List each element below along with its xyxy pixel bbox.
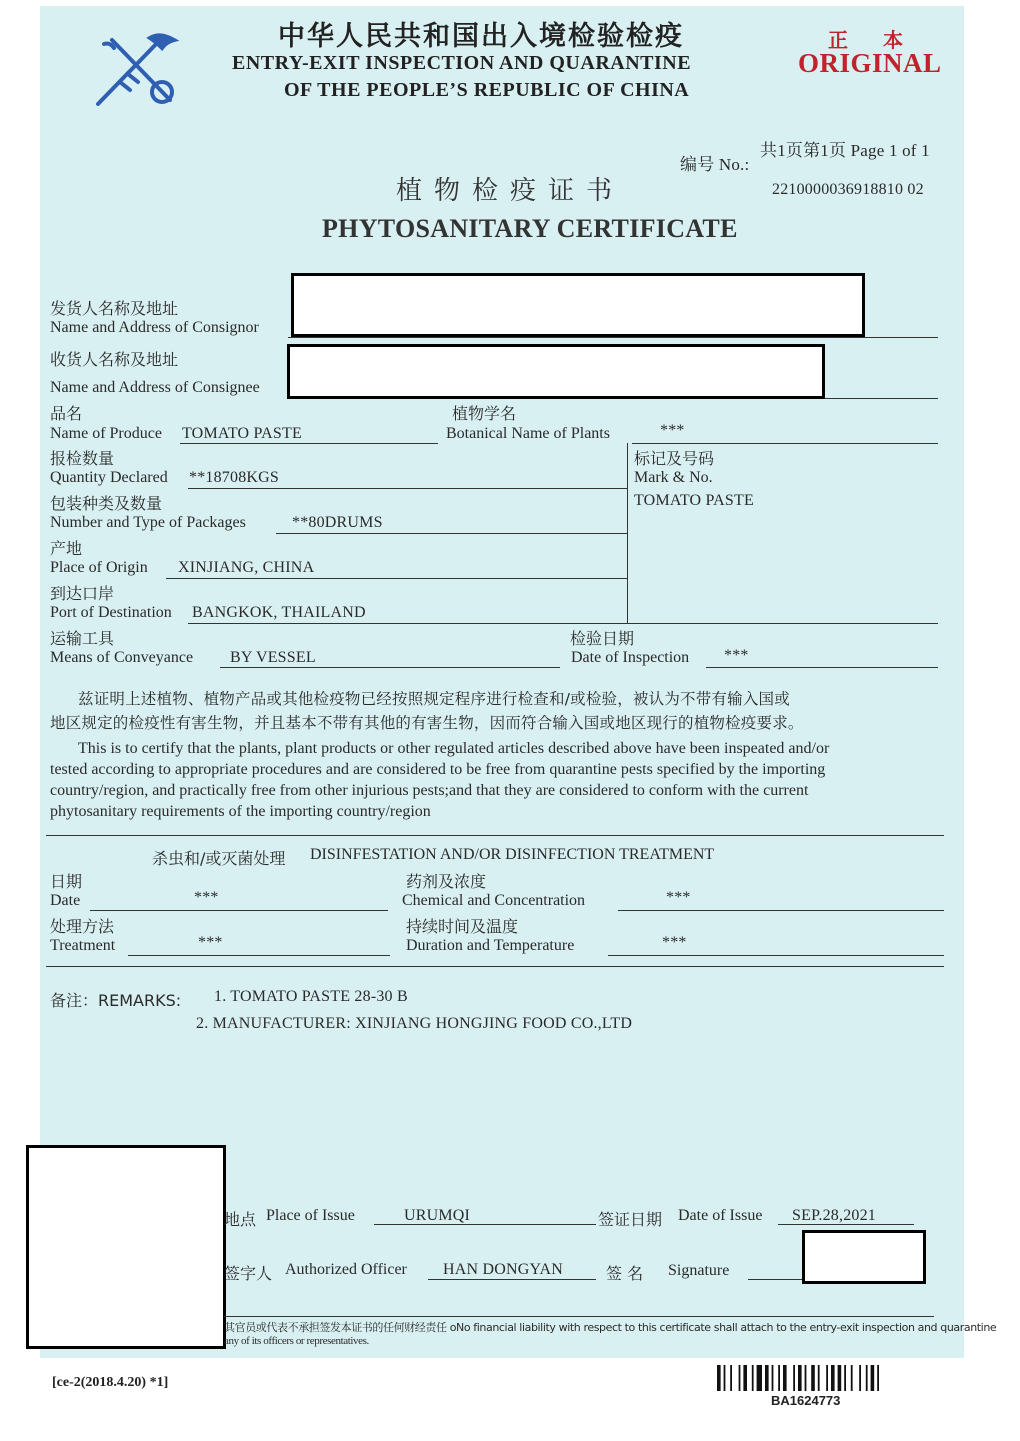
destination-underline [188, 623, 938, 624]
consignor-redaction [291, 273, 865, 337]
inspection-underline [706, 667, 938, 668]
mark-label-cn: 标记及号码 [634, 449, 715, 468]
disclaimer-line1: 其官员或代表不承担签发本证书的任何财经责任 oNo financial liability with respect to this certificate shall attach to the entry-exit inspection and quarantine [224, 1321, 997, 1334]
destination-label-cn: 到达口岸 [50, 584, 115, 603]
origin-label-cn: 产地 [50, 539, 83, 558]
consignee-label-cn: 收货人名称及地址 [50, 350, 179, 369]
conveyance-value: BY VESSEL [230, 649, 316, 666]
statement-en-line4: phytosanitary requirements of the importing country/region [50, 803, 431, 820]
treatment-heading-en: DISINFESTATION AND/OR DISINFECTION TREATMENT [310, 846, 715, 863]
signature-redaction [802, 1230, 926, 1284]
officer-label-cn: 签字人 [224, 1264, 273, 1283]
remarks-line1: 1. TOMATO PASTE 28-30 B [214, 988, 408, 1005]
consignee-label-en: Name and Address of Consignee [50, 379, 260, 396]
botanical-label-en: Botanical Name of Plants [446, 425, 610, 442]
issue-date-label-cn: 签证日期 [598, 1210, 663, 1229]
barcode-bar [717, 1365, 721, 1391]
remarks-line2: 2. MANUFACTURER: XINJIANG HONGJING FOOD CO.,LTD [196, 1015, 633, 1032]
consignor-label-cn: 发货人名称及地址 [50, 299, 179, 318]
date-label-en: Date [50, 892, 81, 909]
issue-date-label-en: Date of Issue [678, 1207, 763, 1224]
inspection-label-cn: 检验日期 [570, 629, 635, 648]
botanical-label-cn: 植物学名 [452, 404, 517, 423]
statement-cn-line1: 兹证明上述植物、植物产品或其他检疫物已经按照规定程序进行检查和/或检验，被认为不带有输入国或 [78, 690, 790, 708]
barcode-bar [739, 1365, 741, 1391]
consignor-label-en: Name and Address of Consignor [50, 319, 259, 336]
inspection-label-en: Date of Inspection [571, 649, 690, 666]
barcode-bar [844, 1365, 846, 1391]
barcode-bar [805, 1365, 807, 1391]
packages-label-cn: 包装种类及数量 [50, 494, 163, 513]
quantity-label-en: Quantity Declared [50, 469, 168, 486]
chemical-label-cn: 药剂及浓度 [406, 872, 487, 891]
treatment-method-label-en: Treatment [50, 937, 116, 954]
signature-label-cn: 签 名 [606, 1264, 644, 1283]
statement-en-line3: country/region, and practically free from other injurious pests;and that they are considered to conform with the current [50, 782, 809, 799]
conveyance-label-cn: 运输工具 [50, 629, 115, 648]
consignee-redaction [287, 344, 825, 399]
barcode-bar [793, 1365, 795, 1391]
treatment-top-rule [46, 835, 944, 836]
org-name-en-line2: OF THE PEOPLE’S REPUBLIC OF CHINA [284, 79, 690, 101]
barcode-bar [752, 1365, 754, 1391]
barcode-bar [743, 1365, 747, 1391]
quantity-label-cn: 报检数量 [50, 449, 115, 468]
packages-value: **80DRUMS [292, 514, 383, 531]
barcode-bar [877, 1365, 879, 1391]
officer-label-en: Authorized Officer [285, 1261, 407, 1278]
treatment-method-underline [128, 955, 390, 956]
chemical-underline [618, 910, 944, 911]
disclaimer-rule [224, 1316, 934, 1317]
produce-value: TOMATO PASTE [182, 425, 302, 442]
barcode-bar [772, 1365, 774, 1391]
place-value: URUMQI [404, 1207, 471, 1224]
barcode-bar [778, 1365, 780, 1391]
barcode-bar [757, 1365, 762, 1391]
produce-label-cn: 品名 [50, 404, 83, 423]
issue-date-value: SEP.28,2021 [792, 1207, 876, 1224]
official-stamp-redaction [26, 1145, 226, 1349]
conveyance-label-en: Means of Conveyance [50, 649, 194, 666]
duration-underline [608, 955, 944, 956]
barcode-bar [871, 1365, 875, 1391]
conveyance-underline [220, 667, 560, 668]
place-label-cn: 地点 [224, 1210, 257, 1229]
botanical-value: *** [660, 422, 685, 439]
botanical-underline [632, 443, 938, 444]
issue-date-underline [778, 1224, 914, 1225]
barcode-bar [826, 1365, 828, 1391]
mark-value: TOMATO PASTE [634, 492, 754, 509]
barcode-bar [851, 1365, 853, 1391]
barcode-bar [798, 1365, 802, 1391]
barcode-bar [859, 1365, 861, 1391]
signature-label-en: Signature [668, 1262, 730, 1279]
title-en: PHYTOSANITARY CERTIFICATE [322, 214, 738, 243]
signature-underline [748, 1279, 804, 1280]
treatment-method-label-cn: 处理方法 [50, 917, 115, 936]
packages-label-en: Number and Type of Packages [50, 514, 246, 531]
duration-label-cn: 持续时间及温度 [406, 917, 519, 936]
title-cn: 植物检疫证书 [396, 176, 625, 206]
origin-label-en: Place of Origin [50, 559, 148, 576]
mark-label-en: Mark & No. [634, 469, 713, 486]
page-count: 共1页第1页 Page 1 of 1 [760, 141, 930, 160]
chemical-value: *** [666, 889, 691, 906]
treatment-method-value: *** [198, 934, 223, 951]
barcode-bar [818, 1365, 820, 1391]
inspection-value: *** [724, 647, 749, 664]
quantity-underline [188, 488, 628, 489]
caduceus-key-emblem-icon [90, 30, 182, 112]
remarks-label: 备注：REMARKS: [50, 991, 182, 1010]
barcode-bar [724, 1365, 726, 1391]
duration-value: *** [662, 934, 687, 951]
officer-value: HAN DONGYAN [443, 1261, 563, 1278]
origin-value: XINJIANG, CHINA [178, 559, 315, 576]
cert-number-label: 编号 No.: [680, 155, 750, 174]
barcode-bar [765, 1365, 769, 1391]
original-stamp-cn: 正 本 [828, 28, 917, 52]
barcode-bar [783, 1365, 787, 1391]
date-underline [90, 910, 388, 911]
destination-label-en: Port of Destination [50, 604, 172, 621]
statement-en-line1: This is to certify that the plants, plant products or other regulated articles described above have been inspeated and/or [78, 740, 830, 757]
destination-value: BANGKOK, THAILAND [192, 604, 366, 621]
produce-underline [180, 443, 438, 444]
barcode-graphic [717, 1365, 909, 1391]
date-label-cn: 日期 [50, 872, 83, 891]
barcode-bar [811, 1365, 815, 1391]
original-stamp-en: ORIGINAL [798, 48, 942, 78]
org-name-cn: 中华人民共和国出入境检验检疫 [278, 21, 684, 52]
chemical-label-en: Chemical and Concentration [402, 892, 586, 909]
place-label-en: Place of Issue [266, 1207, 355, 1224]
statement-en-line2: tested according to appropriate procedures and are considered to be free from quarantine pests specified by the importing [50, 761, 826, 778]
barcode-bar [866, 1365, 868, 1391]
place-underline [374, 1224, 596, 1225]
form-code: [ce-2(2018.4.20) *1] [52, 1375, 169, 1390]
disclaimer-line2: any of its officers or representatives. [224, 1335, 369, 1347]
officer-underline [428, 1279, 596, 1280]
treatment-heading-cn: 杀虫和/或灭菌处理 [152, 849, 286, 868]
quantity-value: **18708KGS [189, 469, 280, 486]
org-name-en-line1: ENTRY-EXIT INSPECTION AND QUARANTINE [232, 52, 692, 74]
barcode-number: BA1624773 [771, 1393, 841, 1408]
produce-label-en: Name of Produce [50, 425, 162, 442]
duration-label-en: Duration and Temperature [406, 937, 575, 954]
packages-underline [276, 533, 628, 534]
origin-underline [166, 578, 628, 579]
barcode-bar [730, 1365, 732, 1391]
consignor-underline [288, 337, 938, 338]
statement-cn-line2: 地区规定的检疫性有害生物，并且基本不带有其他的有害生物，因而符合输入国或地区现行的植物检疫要求。 [50, 714, 804, 732]
cert-number: 2210000036918810 02 [772, 181, 924, 198]
date-value: *** [194, 889, 219, 906]
barcode-bar [838, 1365, 842, 1391]
barcode-bar [831, 1365, 835, 1391]
treatment-bottom-rule [46, 966, 944, 967]
